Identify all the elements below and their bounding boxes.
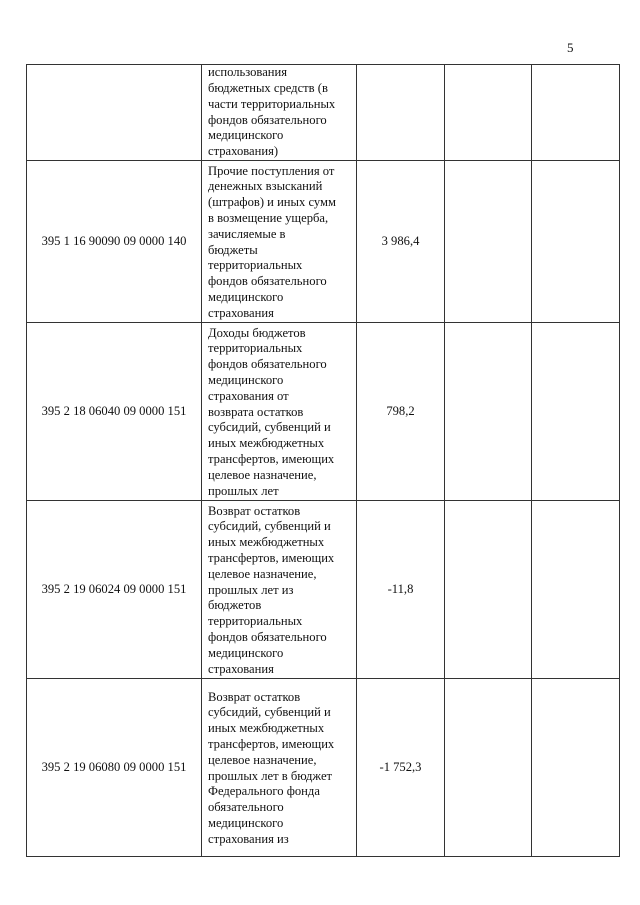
revenue-name-line: Доходы бюджетов [208, 325, 306, 340]
revenue-name-line: обязательного [208, 800, 284, 815]
revenue-name-line: субсидий, субвенций и [208, 420, 331, 435]
amount-cell: 798,2 [357, 323, 445, 501]
revenue-name-line: Федерального фонда [208, 784, 320, 799]
revenue-name-line: трансфертов, имеющих [208, 451, 335, 466]
amount-cell: 3 986,4 [357, 161, 445, 323]
revenue-name-line: бюджетных средств (в [208, 80, 328, 95]
revenue-name-line: медицинского [208, 373, 284, 387]
revenue-name-line: субсидий, субвенций и [208, 519, 331, 534]
amount-cell: -11,8 [357, 501, 445, 679]
revenue-name-line: части территориальных [208, 96, 336, 111]
revenue-name-line: медицинского [208, 645, 284, 660]
revenue-name-line: трансфертов, имеющих [208, 551, 335, 565]
page-number: 5 [567, 40, 574, 55]
revenue-name-cell [202, 65, 357, 161]
revenue-name-line: фондов обязательного [208, 112, 327, 127]
revenue-name-line: денежных взысканий [208, 179, 323, 194]
revenue-name-cell [202, 501, 357, 679]
revenue-name-line: прошлых лет в бюджет [208, 768, 333, 783]
revenue-name-line: территориальных [208, 614, 303, 629]
revenue-name-line: прошлых лет [208, 483, 279, 498]
revenue-name-line: Возврат остатков [208, 503, 301, 518]
revenue-name-line: медицинского [208, 289, 284, 304]
table-row [27, 323, 620, 501]
revenue-name-line: страхования) [208, 144, 279, 159]
revenue-name-line: Возврат остатков [208, 689, 301, 704]
revenue-name-line: иных межбюджетных [208, 535, 325, 550]
budget-classification-code: 395 2 19 06024 09 0000 151 [27, 501, 202, 679]
revenue-name-line: трансфертов, имеющих [208, 736, 335, 751]
table-row [27, 679, 620, 857]
revenue-name-line: иных межбюджетных [208, 721, 325, 736]
table-row [27, 161, 620, 323]
revenue-name-line: Прочие поступления от [208, 163, 335, 178]
table-row [27, 65, 620, 161]
budget-classification-code: 395 2 19 06080 09 0000 151 [27, 679, 202, 857]
empty-cell-1 [445, 679, 532, 857]
revenue-name-line: в возмещение ущерба, [208, 210, 329, 225]
revenue-name-line: иных межбюджетных [208, 436, 325, 451]
revenue-name-cell [202, 679, 357, 857]
budget-revenue-table [26, 64, 620, 857]
table-row [27, 501, 620, 679]
revenue-name-line: страхования от [208, 388, 289, 403]
revenue-name-line: возврата остатков [208, 404, 304, 419]
empty-cell-1 [445, 323, 532, 501]
revenue-name-line: страхования [208, 305, 274, 320]
revenue-name-line: территориальных [208, 341, 303, 356]
revenue-name-line: использования [208, 65, 288, 80]
revenue-name-line: прошлых лет из [208, 582, 294, 597]
revenue-name-line: зачисляемые в [208, 226, 286, 241]
revenue-name-line: целевое назначение, [208, 752, 317, 767]
revenue-name-line: территориальных [208, 258, 303, 273]
budget-classification-code [27, 65, 202, 161]
revenue-name-line: (штрафов) и иных сумм [208, 195, 336, 210]
revenue-name-line: бюджеты [208, 242, 258, 257]
empty-cell-2 [532, 161, 620, 323]
revenue-name-cell [202, 323, 357, 501]
revenue-name-cell [202, 161, 357, 323]
revenue-name-line: фондов обязательного [208, 357, 327, 372]
empty-cell-1 [445, 161, 532, 323]
revenue-name-line: медицинского [208, 815, 284, 830]
empty-cell-2 [532, 323, 620, 501]
revenue-name-line: фондов обязательного [208, 629, 327, 644]
revenue-name-line: целевое назначение, [208, 467, 317, 482]
revenue-name-line: бюджетов [208, 598, 262, 613]
revenue-name-line: целевое назначение, [208, 566, 317, 581]
amount-cell: -1 752,3 [357, 679, 445, 857]
empty-cell-2 [532, 65, 620, 161]
revenue-name-line: страхования [208, 661, 274, 676]
revenue-name-line: субсидий, субвенций и [208, 705, 331, 720]
budget-classification-code: 395 1 16 90090 09 0000 140 [27, 161, 202, 323]
revenue-name-line: медицинского [208, 128, 284, 143]
empty-cell-1 [445, 65, 532, 161]
revenue-name-line: страхования из [208, 831, 289, 846]
empty-cell-1 [445, 501, 532, 679]
revenue-name-line: фондов обязательного [208, 274, 327, 289]
empty-cell-2 [532, 501, 620, 679]
budget-classification-code: 395 2 18 06040 09 0000 151 [27, 323, 202, 501]
amount-cell [357, 65, 445, 161]
empty-cell-2 [532, 679, 620, 857]
